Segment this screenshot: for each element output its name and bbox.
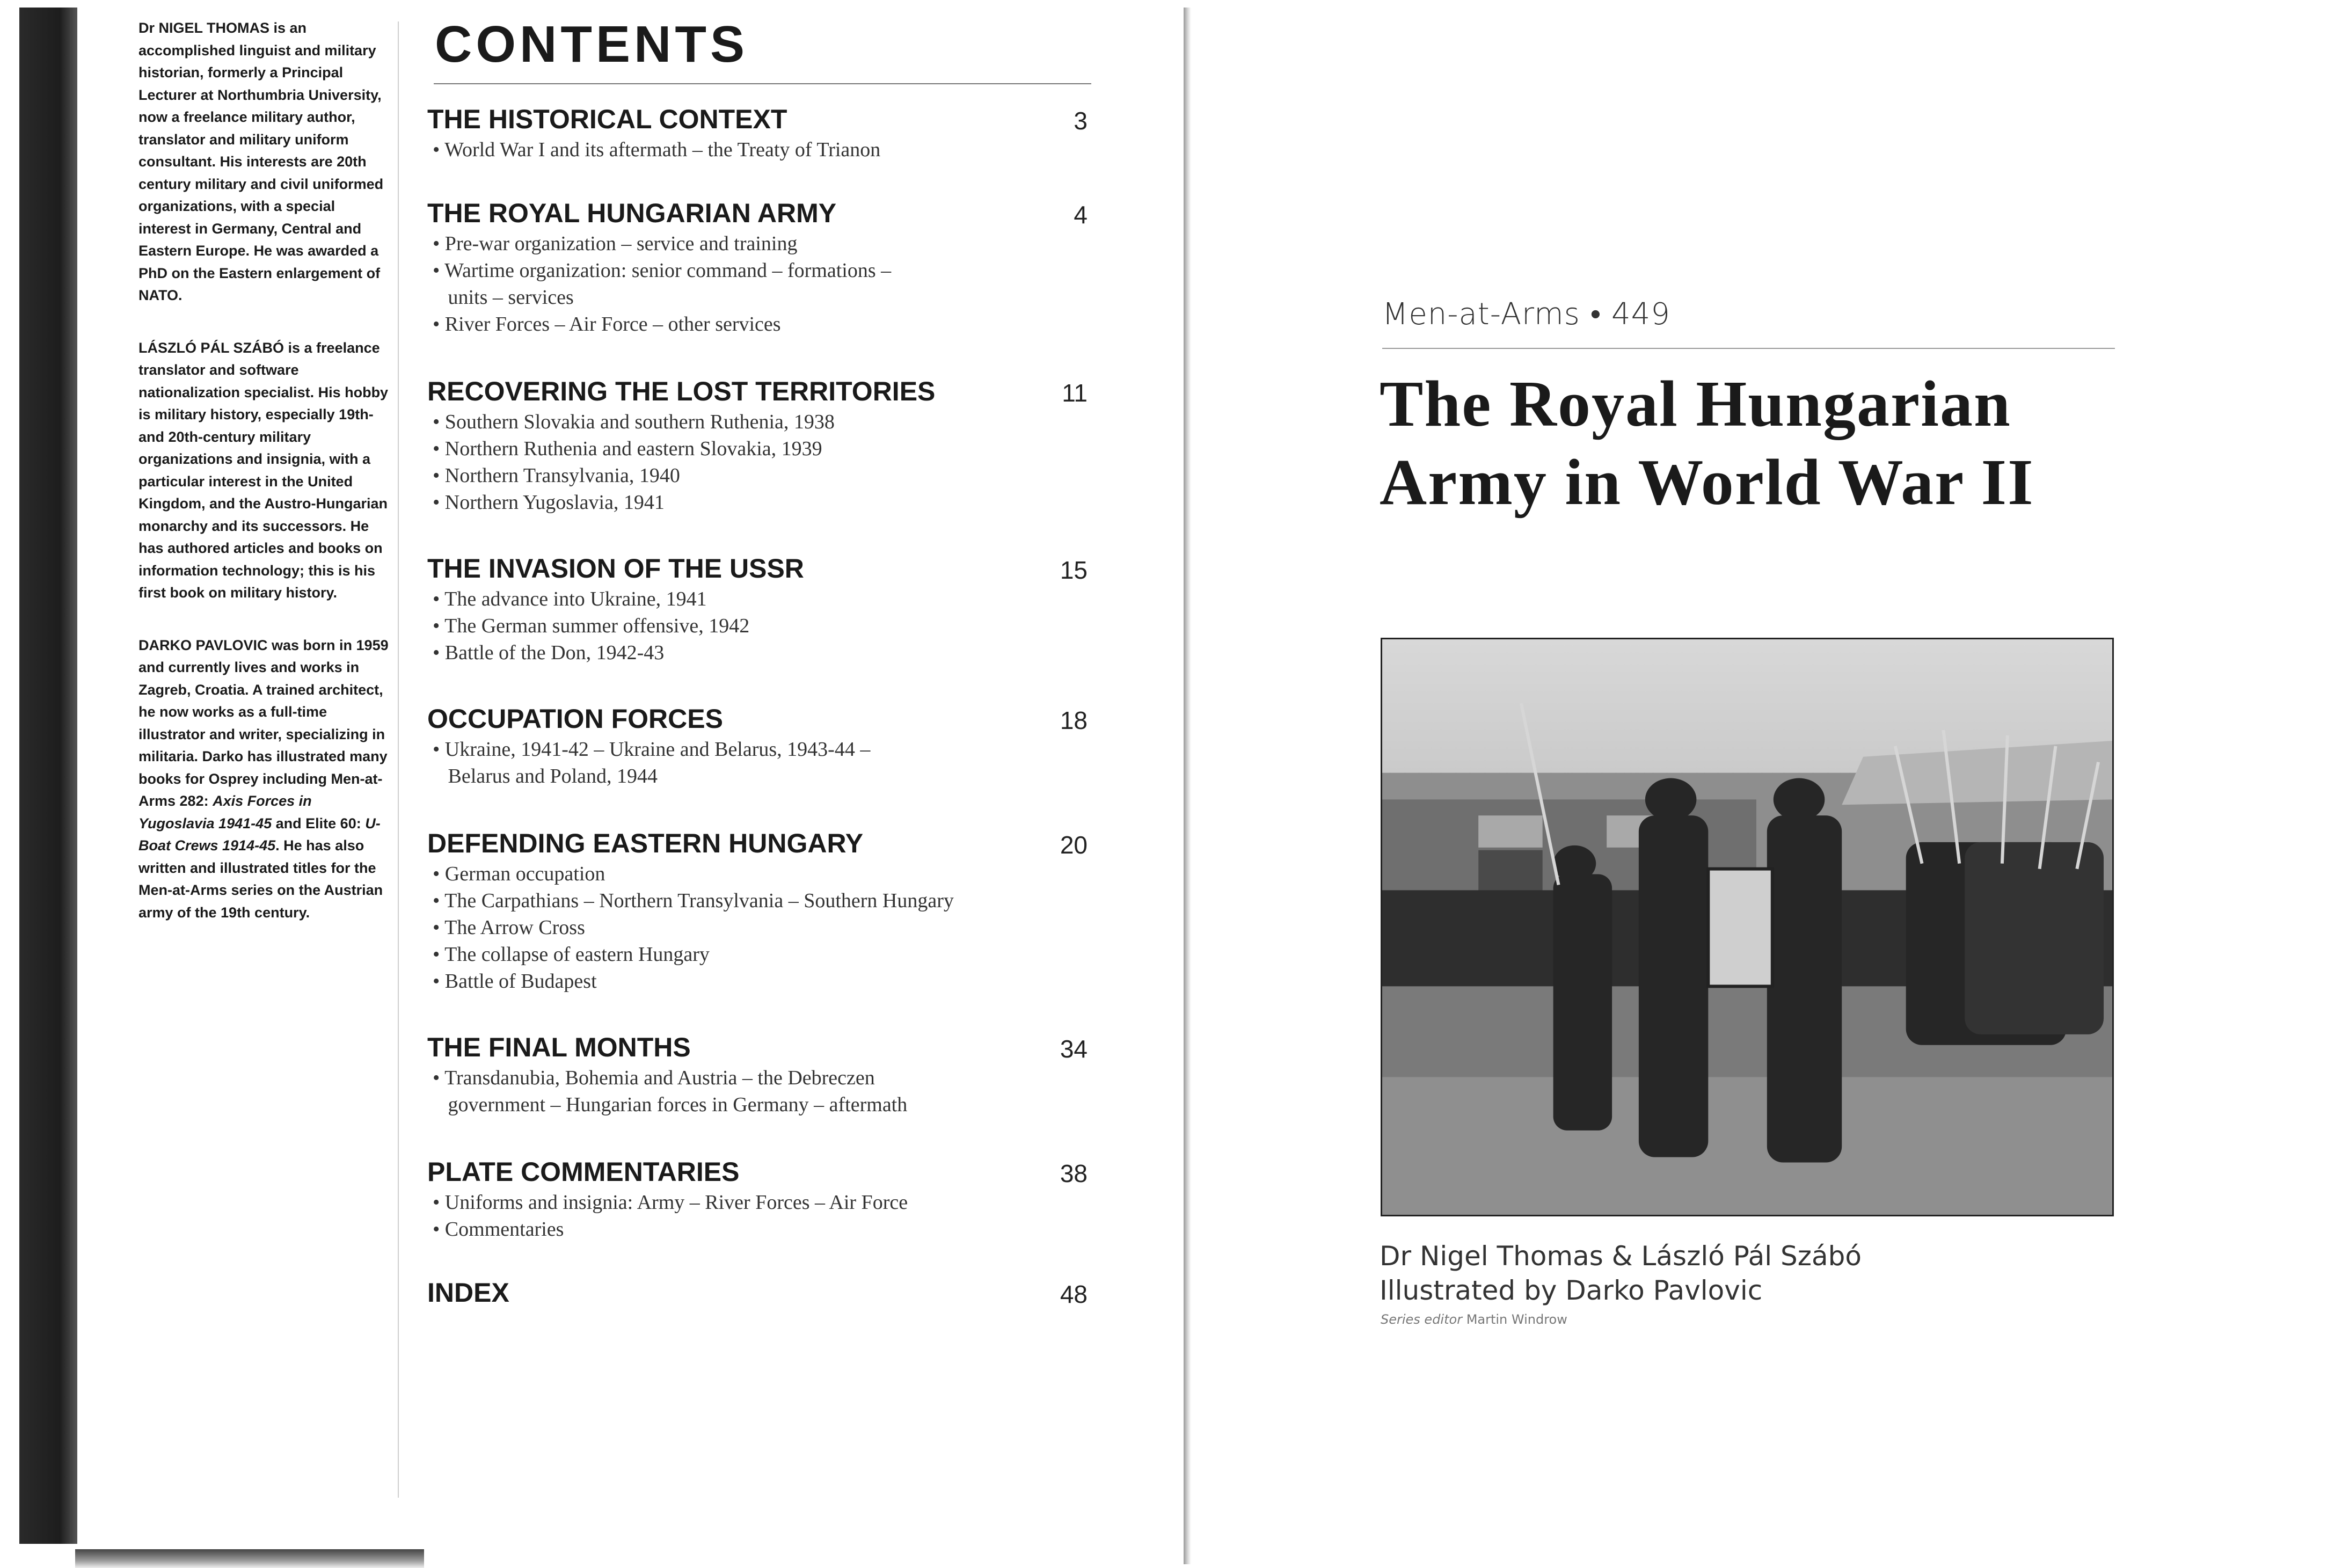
toc-section	[427, 826, 1098, 1030]
toc-page-number: 4	[1074, 201, 1088, 229]
scan-bottom-shadow	[75, 1549, 424, 1568]
toc-item: • Northern Ruthenia and eastern Slovakia, 1939	[433, 437, 822, 460]
toc-item: • Wartime organization: senior command – formations –	[433, 259, 892, 282]
toc-item: • Battle of the Don, 1942-43	[433, 641, 665, 664]
scan-edge-shadow	[19, 8, 77, 1544]
toc-page-number: 20	[1060, 831, 1088, 859]
toc-section	[427, 1275, 1098, 1324]
toc-section	[427, 196, 1098, 374]
toc-item: • Transdanubia, Bohemia and Austria – the Debreczen	[433, 1067, 875, 1089]
table-of-contents	[427, 102, 1098, 1324]
toc-section	[427, 102, 1098, 196]
bio-text: is an accomplished linguist and military historian, formerly a Principal Lecturer at Northumbria University, now a freelance military author, translator and military uniform consultant. His interests are 20th century military and civil uniformed organizations, with a special interest in Germany, Central and Eastern Europe. He was awarded a PhD on the Eastern enlargement of NATO.	[138, 20, 384, 303]
toc-page-number: 34	[1060, 1035, 1088, 1063]
toc-section-title: PLATE COMMENTARIES	[427, 1157, 740, 1187]
toc-section	[427, 1030, 1098, 1155]
contents-rule	[434, 83, 1091, 84]
contents-heading: CONTENTS	[435, 16, 748, 73]
toc-item: • River Forces – Air Force – other services	[433, 313, 781, 336]
series-rule	[1382, 348, 2115, 349]
bio-name: LÁSZLÓ PÁL SZÁBÓ	[138, 339, 284, 356]
page-fold	[1184, 8, 1191, 1564]
illustrator-line: Illustrated by Darko Pavlovic	[1380, 1275, 1763, 1306]
toc-section-title: INDEX	[427, 1278, 509, 1308]
toc-page-number: 11	[1062, 379, 1088, 407]
toc-page-number: 38	[1060, 1159, 1088, 1187]
toc-section-title: THE ROYAL HUNGARIAN ARMY	[427, 198, 837, 228]
photo-ground-light	[1382, 1077, 2112, 1215]
bio-text: is a freelance translator and software nationalization specialist. His hobby is military history, especially 19th- and 20th-century military organizations and insignia, with a particular interest in the United Kingdom, and the Austro-Hungarian monarchy and its successors. He has authored articles and books on information technology; this is his first book on military history.	[138, 339, 389, 601]
toc-item: • Battle of Budapest	[433, 970, 597, 993]
bio-name: Dr NIGEL THOMAS	[138, 20, 270, 36]
column-divider	[398, 21, 399, 1498]
toc-item: • Northern Yugoslavia, 1941	[433, 491, 665, 514]
toc-item: • The collapse of eastern Hungary	[433, 943, 710, 966]
bio-text: . He has also written and illustrated titles for the Men-at-Arms series on the Austrian army of the 19th century.	[138, 837, 383, 921]
toc-section-title: THE FINAL MONTHS	[427, 1032, 691, 1062]
toc-section-title: OCCUPATION FORCES	[427, 704, 723, 734]
series-editor-label: Series editor	[1381, 1312, 1463, 1327]
toc-section-title: RECOVERING THE LOST TERRITORIES	[427, 376, 936, 406]
bio-text: and Elite 60:	[272, 815, 366, 832]
toc-item: • The German summer offensive, 1942	[433, 615, 750, 637]
toc-section	[427, 551, 1098, 702]
toc-item: • Ukraine, 1941-42 – Ukraine and Belarus, 1943-44 –	[433, 738, 871, 761]
toc-item: • Commentaries	[433, 1218, 564, 1241]
toc-page-number: 3	[1074, 107, 1088, 135]
toc-item: • Uniforms and insignia: Army – River Forces – Air Force	[433, 1191, 908, 1214]
series-editor	[1381, 1312, 1567, 1327]
authors-line: Dr Nigel Thomas & László Pál Szábó	[1380, 1241, 1862, 1272]
toc-item: Belarus and Poland, 1944	[433, 765, 658, 787]
book-title-line: Army in World War II	[1380, 446, 2034, 519]
toc-page-number: 15	[1060, 556, 1088, 584]
toc-item: • Pre-war organization – service and training	[433, 232, 798, 255]
toc-section	[427, 374, 1098, 551]
toc-item: government – Hungarian forces in Germany – aftermath	[433, 1093, 908, 1116]
toc-section-title: THE HISTORICAL CONTEXT	[427, 104, 787, 134]
toc-section	[427, 702, 1098, 826]
toc-section-title: THE INVASION OF THE USSR	[427, 553, 804, 584]
book-title-line: The Royal Hungarian	[1380, 368, 2011, 440]
bio-laszlo-pal-szabo	[138, 337, 390, 604]
toc-item: • The Carpathians – Northern Transylvania – Southern Hungary	[433, 889, 954, 912]
bio-text: was born in 1959 and currently lives and works in Zagreb, Croatia. A trained architect, he now works as a full-time illustrator and writer, specializing in militaria. Darko has illustrated many books for Osprey including Men-at-Arms 282:	[138, 637, 389, 809]
photo-window	[1478, 815, 1542, 848]
author-bios	[138, 17, 390, 954]
toc-item: • The Arrow Cross	[433, 916, 585, 939]
bio-book-title: Axis Forces in Yugoslavia 1941-45	[138, 793, 312, 832]
series-editor-name: Martin Windrow	[1462, 1312, 1567, 1327]
toc-section	[427, 1155, 1098, 1275]
soldiers-parade-photo	[1382, 639, 2112, 1215]
bio-nigel-thomas	[138, 17, 390, 307]
toc-item: units – services	[433, 286, 574, 309]
toc-page-number: 18	[1060, 706, 1088, 734]
bio-darko-pavlovic	[138, 635, 390, 924]
book-title	[1380, 365, 2131, 522]
toc-item: • The advance into Ukraine, 1941	[433, 588, 707, 610]
toc-item: • World War I and its aftermath – the Treaty of Trianon	[433, 138, 881, 161]
cover-photo	[1381, 638, 2114, 1216]
series-label: Men-at-Arms • 449	[1382, 297, 1670, 332]
toc-page-number: 48	[1060, 1280, 1088, 1308]
toc-item: • Southern Slovakia and southern Ruthenia, 1938	[433, 411, 835, 433]
bio-book-title: U-Boat Crews 1914-45	[138, 815, 381, 854]
photo-roof	[1842, 741, 2112, 805]
cover-credits	[1380, 1239, 1862, 1308]
toc-item: • German occupation	[433, 863, 605, 885]
bio-name: DARKO PAVLOVIC	[138, 637, 268, 653]
photo-banner	[1708, 869, 1772, 987]
toc-section-title: DEFENDING EASTERN HUNGARY	[427, 828, 864, 858]
toc-item: • Northern Transylvania, 1940	[433, 464, 680, 487]
